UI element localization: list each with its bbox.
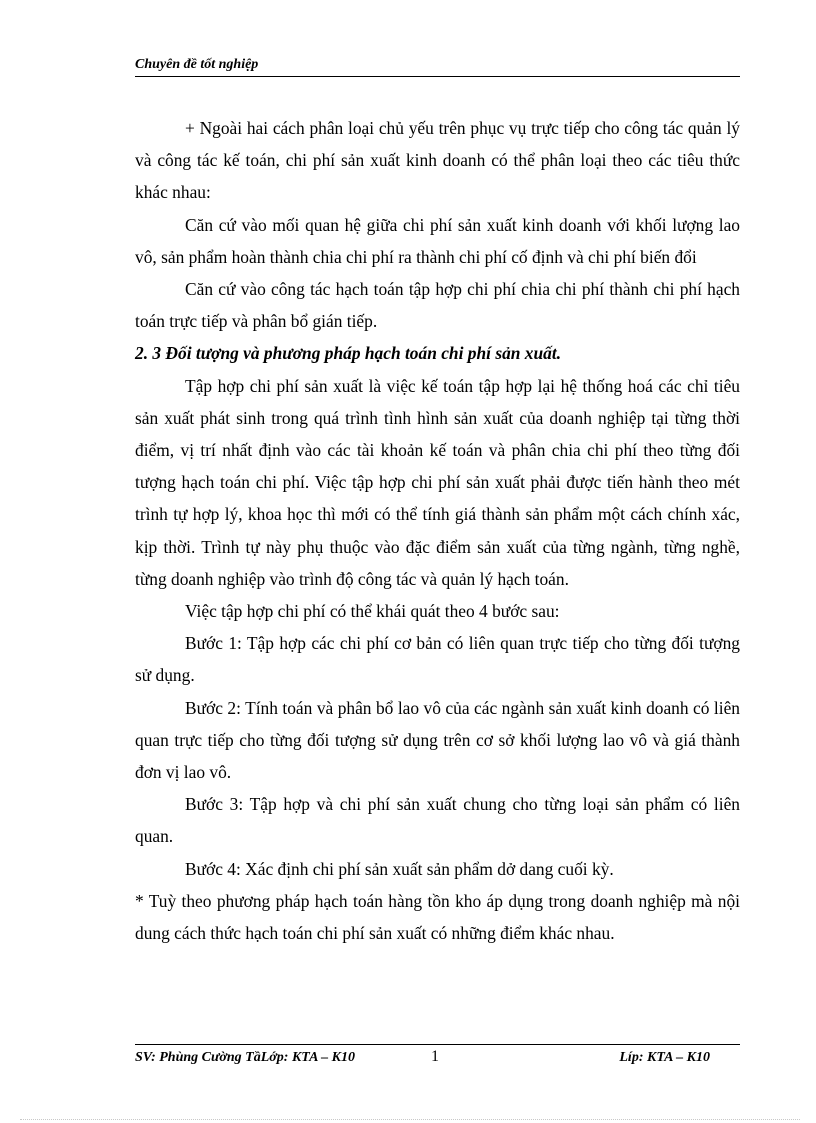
paragraph-fixed-variable-costs: Căn cứ vào mối quan hệ giữa chi phí sản xuất kinh doanh với khối lượng lao vô, sản phẩm hoàn thành chia chi phí ra thành chi phí cố định và chi phí biến đổi xyxy=(135,214,740,267)
footer-divider xyxy=(135,1044,740,1045)
page-header: Chuyên đề tốt nghiệp xyxy=(135,57,259,72)
footer-class: Líp: KTA – K10 xyxy=(619,1050,710,1065)
footer-student: SV: Phùng Cường TầLớp: KTA – K10 xyxy=(135,1050,355,1065)
paragraph-step-1: Bước 1: Tập hợp các chi phí cơ bản có liên quan trực tiếp cho từng đối tượng sử dụng. xyxy=(135,633,740,686)
header-divider xyxy=(135,76,740,77)
paragraph-classification-intro: + Ngoài hai cách phân loại chủ yếu trên phục vụ trực tiếp cho công tác quản lý và công tác kế toán, chi phí sản xuất kinh doanh có thể phân loại theo các tiêu thức khác nhau: xyxy=(135,118,740,203)
paragraph-direct-indirect-costs: Căn cứ vào công tác hạch toán tập hợp chi phí chia chi phí thành chi phí hạch toán trực tiếp và phân bổ gián tiếp. xyxy=(135,279,740,332)
paragraph-steps-intro: Việc tập hợp chi phí có thể khái quát theo 4 bước sau: xyxy=(185,601,560,622)
document-body xyxy=(135,112,740,949)
page-number: 1 xyxy=(431,1048,439,1065)
section-heading: 2. 3 Đối tượng và phương pháp hạch toán chi phí sản xuất. xyxy=(135,343,562,364)
page-footer xyxy=(135,1048,740,1070)
paragraph-step-4: Bước 4: Xác định chi phí sản xuất sản phẩm dở dang cuối kỳ. xyxy=(185,858,614,879)
paragraph-note: * Tuỳ theo phương pháp hạch toán hàng tồn kho áp dụng trong doanh nghiệp mà nội dung cách thức hạch toán chi phí sản xuất có những điểm khác nhau. xyxy=(135,890,740,944)
paragraph-step-3: Bước 3: Tập hợp và chi phí sản xuất chung cho từng loại sản phẩm có liên quan. xyxy=(135,794,740,847)
paragraph-cost-aggregation: Tập hợp chi phí sản xuất là việc kế toán tập hợp lại hệ thống hoá các chỉ tiêu sản xuất phát sinh trong quá trình tình hình sản xuất của doanh nghiệp tại từng thời điểm, vị trí nhất định vào các tài khoản kế toán và phân chia chi phí theo từng đối tượng hạch toán chi phí. Việc tập hợp chi phí sản xuất phải được tiến hành theo mét trình tự hợp lý, khoa học thì mới có thể tính giá thành sản phẩm một cách chính xác, kịp thời. Trình tự này phụ thuộc vào đặc điểm sản xuất của từng ngành, từng nghề, từng doanh nghiệp vào trình độ công tác và quản lý hạch toán. xyxy=(135,375,740,589)
page-bottom-dotted-line xyxy=(20,1119,800,1120)
paragraph-step-2: Bước 2: Tính toán và phân bổ lao vô của các ngành sản xuất kinh doanh có liên quan trực tiếp cho từng đối tượng sử dụng trên cơ sở khối lượng lao vô và giá thành đơn vị lao vô. xyxy=(135,697,740,783)
